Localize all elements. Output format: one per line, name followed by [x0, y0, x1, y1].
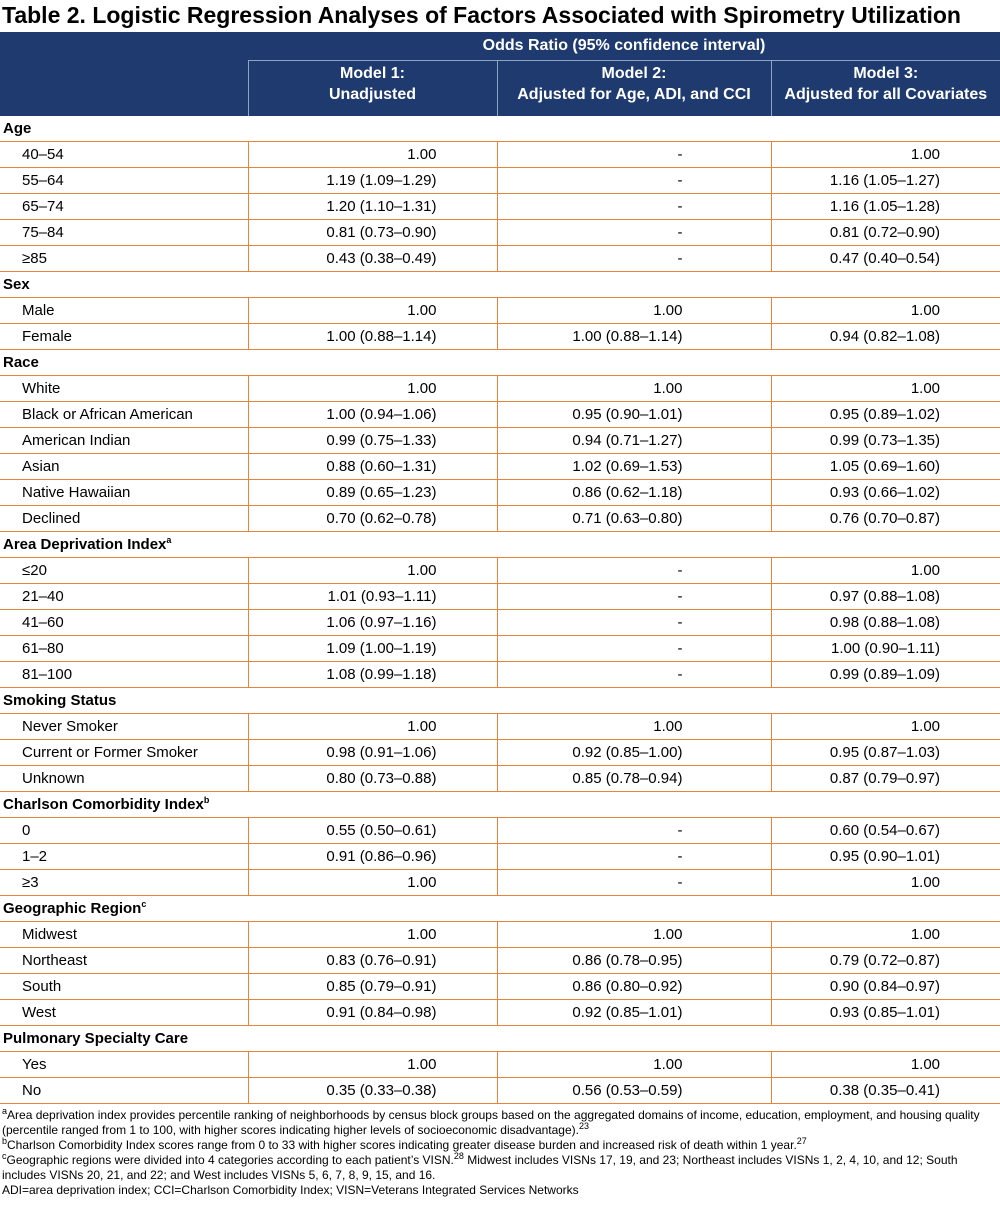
- table-row: [0, 922, 1000, 948]
- table-row: [0, 948, 1000, 974]
- footnote-mark: c: [141, 899, 147, 909]
- row-label: Male: [0, 298, 248, 324]
- section-header-row: [0, 1026, 1000, 1052]
- model-2-value: 0.95 (0.90–1.01): [497, 402, 771, 428]
- model-2-value: 1.02 (0.69–1.53): [497, 454, 771, 480]
- model-3-value: 0.98 (0.88–1.08): [771, 610, 1000, 636]
- section-title: [0, 116, 1000, 142]
- model-2-value: -: [497, 818, 771, 844]
- section-title: [0, 272, 1000, 298]
- table-row: [0, 454, 1000, 480]
- header-model-2-line2: Adjusted for Age, ADI, and CCI: [517, 86, 751, 103]
- section-header-row: [0, 350, 1000, 376]
- model-3-value: 1.00: [771, 142, 1000, 168]
- section-header-row: [0, 532, 1000, 558]
- model-3-value: 0.95 (0.90–1.01): [771, 844, 1000, 870]
- model-2-value: -: [497, 142, 771, 168]
- model-2-value: -: [497, 844, 771, 870]
- row-label: 0: [0, 818, 248, 844]
- table-row: [0, 1078, 1000, 1104]
- header-model-3-line1: Model 3:: [853, 65, 919, 82]
- model-3-value: 0.95 (0.87–1.03): [771, 740, 1000, 766]
- model-2-value: 1.00: [497, 714, 771, 740]
- header-blank-2: [0, 61, 248, 117]
- model-1-value: 1.19 (1.09–1.29): [248, 168, 497, 194]
- row-label: South: [0, 974, 248, 1000]
- model-2-value: -: [497, 558, 771, 584]
- model-1-value: 0.98 (0.91–1.06): [248, 740, 497, 766]
- row-label: 21–40: [0, 584, 248, 610]
- model-1-value: 1.00: [248, 922, 497, 948]
- model-1-value: 1.00: [248, 376, 497, 402]
- table-row: [0, 558, 1000, 584]
- header-model-2: [497, 61, 771, 117]
- model-3-value: 1.05 (0.69–1.60): [771, 454, 1000, 480]
- model-3-value: 0.99 (0.89–1.09): [771, 662, 1000, 688]
- footnote-mark: c: [2, 1151, 7, 1161]
- model-3-value: 1.00: [771, 870, 1000, 896]
- model-2-value: 0.86 (0.62–1.18): [497, 480, 771, 506]
- header-model-2-line1: Model 2:: [601, 65, 667, 82]
- table-row: [0, 636, 1000, 662]
- model-1-value: 0.43 (0.38–0.49): [248, 246, 497, 272]
- row-label: 55–64: [0, 168, 248, 194]
- section-title: [0, 1026, 1000, 1052]
- header-model-1-line2: Unadjusted: [328, 86, 417, 103]
- header-model-1: [248, 61, 497, 117]
- model-1-value: 0.85 (0.79–0.91): [248, 974, 497, 1000]
- table-body: [0, 116, 1000, 1104]
- table-row: [0, 324, 1000, 350]
- row-label: Female: [0, 324, 248, 350]
- table-row: [0, 714, 1000, 740]
- model-2-value: 0.71 (0.63–0.80): [497, 506, 771, 532]
- model-1-value: 0.55 (0.50–0.61): [248, 818, 497, 844]
- section-title: [0, 688, 1000, 714]
- table-row: [0, 1052, 1000, 1078]
- row-label: 65–74: [0, 194, 248, 220]
- row-label: ≥3: [0, 870, 248, 896]
- section-title: [0, 896, 1000, 922]
- reference-number: 27: [796, 1136, 807, 1146]
- table-title: Table 2. Logistic Regression Analyses of Factors Associated with Spirometry Utilization: [2, 2, 961, 28]
- model-2-value: 1.00: [497, 922, 771, 948]
- table-row: [0, 376, 1000, 402]
- row-label: Midwest: [0, 922, 248, 948]
- footnote-mark: b: [203, 795, 210, 805]
- row-label: West: [0, 1000, 248, 1026]
- table-row: [0, 142, 1000, 168]
- footnotes: [0, 1104, 1000, 1198]
- model-2-value: 0.92 (0.85–1.00): [497, 740, 771, 766]
- reference-number: 28: [453, 1151, 464, 1161]
- row-label: Declined: [0, 506, 248, 532]
- row-label: ≤20: [0, 558, 248, 584]
- row-label: Never Smoker: [0, 714, 248, 740]
- model-2-value: 0.86 (0.80–0.92): [497, 974, 771, 1000]
- model-1-value: 0.88 (0.60–1.31): [248, 454, 497, 480]
- model-3-value: 0.97 (0.88–1.08): [771, 584, 1000, 610]
- model-2-value: -: [497, 610, 771, 636]
- model-3-value: 0.38 (0.35–0.41): [771, 1078, 1000, 1104]
- table-row: [0, 480, 1000, 506]
- footnote-text: Area deprivation index provides percentile ranking of neighborhoods by census block groups based on the aggregated domains of income, education, employment, and housing quality (percentile ranged from 1 to 100, with higher scores indicating higher levels of socioeconomic disadvantage).: [2, 1108, 980, 1137]
- header-odds-ratio: Odds Ratio (95% confidence interval): [248, 32, 1000, 61]
- table-row: [0, 974, 1000, 1000]
- table-row: [0, 298, 1000, 324]
- header-blank: [0, 32, 248, 61]
- section-name: Geographic Region: [3, 900, 142, 917]
- model-1-value: 1.20 (1.10–1.31): [248, 194, 497, 220]
- table-row: [0, 818, 1000, 844]
- section-header-row: [0, 272, 1000, 298]
- table-row: [0, 584, 1000, 610]
- row-label: Native Hawaiian: [0, 480, 248, 506]
- model-1-value: 0.35 (0.33–0.38): [248, 1078, 497, 1104]
- model-1-value: 1.01 (0.93–1.11): [248, 584, 497, 610]
- table-row: [0, 766, 1000, 792]
- footnote-mark: b: [2, 1136, 8, 1146]
- section-header-row: [0, 792, 1000, 818]
- model-1-value: 1.08 (0.99–1.18): [248, 662, 497, 688]
- row-label: 40–54: [0, 142, 248, 168]
- regression-table: [0, 32, 1000, 1104]
- footnote-text: Geographic regions were divided into 4 categories according to each patient’s VISN.: [6, 1153, 454, 1167]
- row-label: 75–84: [0, 220, 248, 246]
- section-header-row: [0, 116, 1000, 142]
- model-3-value: 0.81 (0.72–0.90): [771, 220, 1000, 246]
- footnote-mark: a: [2, 1106, 8, 1116]
- footnote-text-cont: Midwest includes VISNs 17, 19, and 23; Northeast includes VISNs 1, 2, 4, 10, and 12; South includes VISNs 20, 21, and 22; and West includes VISNs 5, 6, 7, 8, 9, 15, and 16.: [2, 1153, 958, 1182]
- row-label: ≥85: [0, 246, 248, 272]
- table-row: [0, 428, 1000, 454]
- header-model-3: [771, 61, 1000, 117]
- section-name: Smoking Status: [3, 692, 117, 709]
- footnote-text: ADI=area deprivation index; CCI=Charlson Comorbidity Index; VISN=Veterans Integrated Services Networks: [2, 1183, 579, 1197]
- model-2-value: 0.86 (0.78–0.95): [497, 948, 771, 974]
- model-3-value: 1.00: [771, 298, 1000, 324]
- model-3-value: 0.94 (0.82–1.08): [771, 324, 1000, 350]
- table-row: [0, 402, 1000, 428]
- model-3-value: 0.87 (0.79–0.97): [771, 766, 1000, 792]
- model-3-value: 0.79 (0.72–0.87): [771, 948, 1000, 974]
- row-label: 81–100: [0, 662, 248, 688]
- model-1-value: 0.83 (0.76–0.91): [248, 948, 497, 974]
- table-row: [0, 168, 1000, 194]
- model-1-value: 1.00: [248, 714, 497, 740]
- model-3-value: 1.00: [771, 922, 1000, 948]
- model-3-value: 0.60 (0.54–0.67): [771, 818, 1000, 844]
- row-label: 41–60: [0, 610, 248, 636]
- model-3-value: 1.00 (0.90–1.11): [771, 636, 1000, 662]
- footnote: [2, 1183, 998, 1198]
- model-2-value: -: [497, 168, 771, 194]
- model-2-value: 1.00 (0.88–1.14): [497, 324, 771, 350]
- model-2-value: 0.94 (0.71–1.27): [497, 428, 771, 454]
- row-label: Northeast: [0, 948, 248, 974]
- model-1-value: 0.70 (0.62–0.78): [248, 506, 497, 532]
- model-2-value: 1.00: [497, 1052, 771, 1078]
- model-2-value: -: [497, 584, 771, 610]
- model-3-value: 0.95 (0.89–1.02): [771, 402, 1000, 428]
- section-header-row: [0, 688, 1000, 714]
- model-1-value: 1.00: [248, 298, 497, 324]
- section-name: Area Deprivation Index: [3, 536, 167, 553]
- row-label: Asian: [0, 454, 248, 480]
- table-row: [0, 246, 1000, 272]
- header-model-3-line2: Adjusted for all Covariates: [784, 86, 988, 103]
- row-label: 61–80: [0, 636, 248, 662]
- table-row: [0, 844, 1000, 870]
- model-3-value: 1.00: [771, 558, 1000, 584]
- section-title: [0, 532, 1000, 558]
- table-row: [0, 220, 1000, 246]
- model-2-value: 1.00: [497, 376, 771, 402]
- row-label: Yes: [0, 1052, 248, 1078]
- model-2-value: 0.92 (0.85–1.01): [497, 1000, 771, 1026]
- model-1-value: 0.80 (0.73–0.88): [248, 766, 497, 792]
- section-name: Race: [3, 354, 39, 371]
- table-row: [0, 740, 1000, 766]
- model-2-value: 0.85 (0.78–0.94): [497, 766, 771, 792]
- model-3-value: 1.16 (1.05–1.28): [771, 194, 1000, 220]
- table-row: [0, 662, 1000, 688]
- footnote: [2, 1153, 998, 1183]
- section-title: [0, 792, 1000, 818]
- section-title: [0, 350, 1000, 376]
- section-name: Age: [3, 120, 32, 137]
- model-3-value: 0.99 (0.73–1.35): [771, 428, 1000, 454]
- row-label: American Indian: [0, 428, 248, 454]
- row-label: No: [0, 1078, 248, 1104]
- row-label: White: [0, 376, 248, 402]
- row-label: Current or Former Smoker: [0, 740, 248, 766]
- model-3-value: 0.93 (0.85–1.01): [771, 1000, 1000, 1026]
- model-3-value: 1.00: [771, 714, 1000, 740]
- row-label: 1–2: [0, 844, 248, 870]
- model-1-value: 1.09 (1.00–1.19): [248, 636, 497, 662]
- model-1-value: 0.91 (0.86–0.96): [248, 844, 497, 870]
- model-1-value: 1.00 (0.88–1.14): [248, 324, 497, 350]
- table-row: [0, 610, 1000, 636]
- section-name: Charlson Comorbidity Index: [3, 796, 204, 813]
- model-2-value: 0.56 (0.53–0.59): [497, 1078, 771, 1104]
- model-1-value: 0.91 (0.84–0.98): [248, 1000, 497, 1026]
- model-2-value: -: [497, 870, 771, 896]
- footnote: [2, 1108, 998, 1138]
- model-3-value: 0.93 (0.66–1.02): [771, 480, 1000, 506]
- model-3-value: 1.00: [771, 1052, 1000, 1078]
- header-model-1-line1: Model 1:: [340, 65, 405, 82]
- table-row: [0, 1000, 1000, 1026]
- row-label: Unknown: [0, 766, 248, 792]
- model-1-value: 1.00 (0.94–1.06): [248, 402, 497, 428]
- model-1-value: 0.99 (0.75–1.33): [248, 428, 497, 454]
- row-label: Black or African American: [0, 402, 248, 428]
- footnote-mark: a: [166, 535, 172, 545]
- model-1-value: 0.89 (0.65–1.23): [248, 480, 497, 506]
- model-3-value: 0.90 (0.84–0.97): [771, 974, 1000, 1000]
- model-2-value: -: [497, 246, 771, 272]
- reference-number: 23: [578, 1121, 589, 1131]
- model-1-value: 1.00: [248, 870, 497, 896]
- model-1-value: 1.00: [248, 142, 497, 168]
- model-1-value: 1.00: [248, 1052, 497, 1078]
- model-2-value: -: [497, 194, 771, 220]
- model-1-value: 1.06 (0.97–1.16): [248, 610, 497, 636]
- table-row: [0, 506, 1000, 532]
- model-2-value: 1.00: [497, 298, 771, 324]
- footnote-text: Charlson Comorbidity Index scores range from 0 to 33 with higher scores indicating greater disease burden and increased risk of death within 1 year.: [7, 1138, 797, 1152]
- footnote: [2, 1138, 998, 1153]
- model-2-value: -: [497, 636, 771, 662]
- section-name: Sex: [3, 276, 30, 293]
- model-3-value: 0.76 (0.70–0.87): [771, 506, 1000, 532]
- model-3-value: 1.16 (1.05–1.27): [771, 168, 1000, 194]
- model-2-value: -: [497, 662, 771, 688]
- model-1-value: 0.81 (0.73–0.90): [248, 220, 497, 246]
- model-3-value: 0.47 (0.40–0.54): [771, 246, 1000, 272]
- table-row: [0, 194, 1000, 220]
- section-header-row: [0, 896, 1000, 922]
- table-row: [0, 870, 1000, 896]
- model-2-value: -: [497, 220, 771, 246]
- model-3-value: 1.00: [771, 376, 1000, 402]
- section-name: Pulmonary Specialty Care: [3, 1030, 189, 1047]
- model-1-value: 1.00: [248, 558, 497, 584]
